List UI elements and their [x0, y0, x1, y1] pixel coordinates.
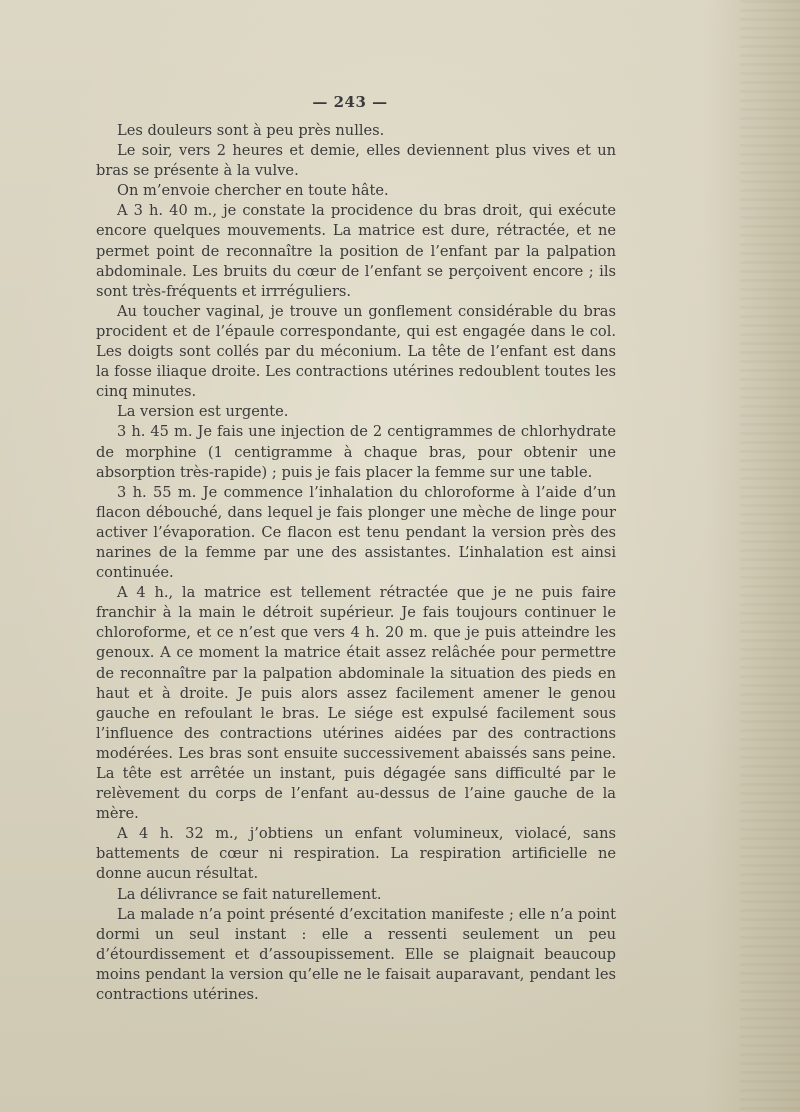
paragraph: A 4 h., la matrice est tellement rétractée que je ne puis faire franchir à la main le détroit supérieur. Je fais toujours continuer le chloroforme, et ce n’est que vers 4 h. 20 m. que je puis atteindre les genoux. A ce moment la matrice était assez relâchée pour permettre de reconnaître par la palpation abdominale la situation des pieds en haut et à droite. Je puis alors assez facilement amener le genou gauche en refoulant le bras. Le siége est expulsé facilement sous l’influence des contractions utérines aidées par des contractions modérées. Les bras sont ensuite successivement abaissés sans peine. La tête est arrêtée un instant, puis dégagée sans difficulté par le relèvement du corps de l’enfant au-dessus de l’aine gauche de la mère.	[96, 584, 616, 823]
paragraph: Le soir, vers 2 heures et demie, elles deviennent plus vives et un bras se présente à la vulve.	[96, 142, 616, 180]
body-text	[96, 121, 616, 1005]
paragraph: La version est urgente.	[117, 403, 289, 421]
paragraph: 3 h. 45 m. Je fais une injection de 2 centigrammes de chlorhydrate de morphine (1 centigramme à chaque bras, pour obtenir une absorption très-rapide) ; puis je fais placer la femme sur une table.	[96, 423, 616, 481]
paragraph: A 4 h. 32 m., j’obtiens un enfant volumineux, violacé, sans battements de cœur ni respiration. La respiration artificielle ne donne aucun résultat.	[96, 825, 616, 883]
page-edge-stain	[740, 0, 800, 1112]
paragraph: 3 h. 55 m. Je commence l’inhalation du chloroforme à l’aide d’un flacon débouché, dans lequel je fais plonger une mèche de linge pour activer l’évaporation. Ce flacon est tenu pendant la version près des narines de la femme par une des assistantes. L’inhalation est ainsi continuée.	[96, 483, 616, 582]
paragraph: A 3 h. 40 m., je constate la procidence du bras droit, qui exécute encore quelques mouvements. La matrice est dure, rétractée, et ne permet point de reconnaître la position de l’enfant par la palpation abdominale. Les bruits du cœur de l’enfant se perçoivent encore ; ils sont très-fréquents et irrréguliers.	[96, 202, 616, 300]
paragraph: La malade n’a point présenté d’excitation manifeste ; elle n’a point dormi un seul instant : elle a ressenti seulement un peu d’étourdissement et d’assoupissement. Elle se plaignait beaucoup moins pendant la version qu’elle ne le faisait auparavant, pendant les contractions utérines.	[96, 905, 616, 1004]
paragraph: On m’envoie chercher en toute hâte.	[117, 182, 389, 200]
paragraph: La délivrance se fait naturellement.	[117, 885, 382, 903]
paragraph: Au toucher vaginal, je trouve un gonflement considérable du bras procident et de l’épaule correspondante, qui est engagée dans le col. Les doigts sont collés par du méconium. La tête de l’enfant est dans la fosse iliaque droite. Les contractions utérines redoublent toutes les cinq minutes.	[96, 302, 616, 401]
paragraph: Les douleurs sont à peu près nulles.	[117, 122, 385, 139]
page-number: — 243 —	[312, 93, 388, 111]
